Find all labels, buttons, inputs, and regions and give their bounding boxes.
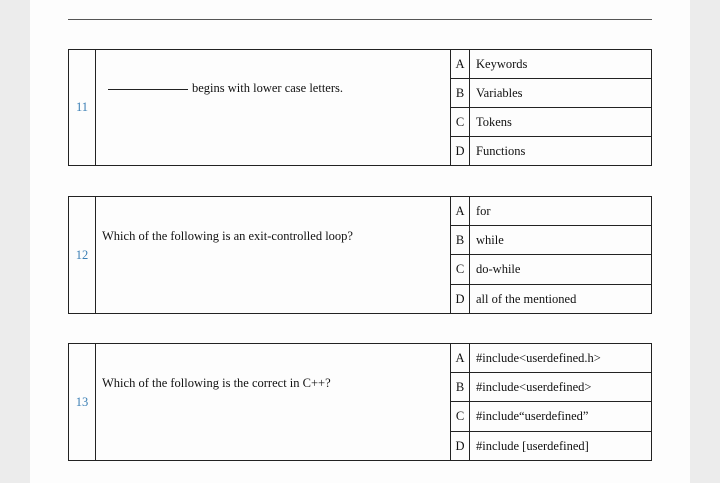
question-table-13 [68,343,652,461]
option-letter: A [451,344,470,373]
option-letter: B [451,79,470,108]
question-text: Which of the following is an exit-controlled loop? [96,197,451,314]
option-text: Variables [470,79,652,108]
option-text: Tokens [470,108,652,137]
option-text: for [470,197,652,226]
question-table-12 [68,196,652,314]
question-text: Which of the following is the correct in C++? [96,344,451,461]
option-text: do-while [470,255,652,285]
question-table-11 [68,49,652,166]
question-text: begins with lower case letters. [96,50,451,166]
option-letter: C [451,108,470,137]
option-text: #include<userdefined.h> [470,344,652,373]
option-text: all of the mentioned [470,285,652,314]
option-letter: A [451,50,470,79]
question-number: 11 [69,50,96,166]
option-letter: A [451,197,470,226]
option-letter: C [451,255,470,285]
option-text: #include<userdefined> [470,373,652,402]
question-number: 13 [69,344,96,461]
option-letter: D [451,432,470,461]
option-text: Functions [470,137,652,166]
option-letter: B [451,226,470,255]
option-letter: D [451,137,470,166]
option-letter: D [451,285,470,314]
option-text: while [470,226,652,255]
option-letter: B [451,373,470,402]
header-rule [68,19,652,20]
option-text: #include [userdefined] [470,432,652,461]
option-letter: C [451,402,470,432]
question-number: 12 [69,197,96,314]
option-text: Keywords [470,50,652,79]
answer-blank [108,89,188,90]
option-text: #include“userdefined” [470,402,652,432]
document-page [30,0,690,483]
